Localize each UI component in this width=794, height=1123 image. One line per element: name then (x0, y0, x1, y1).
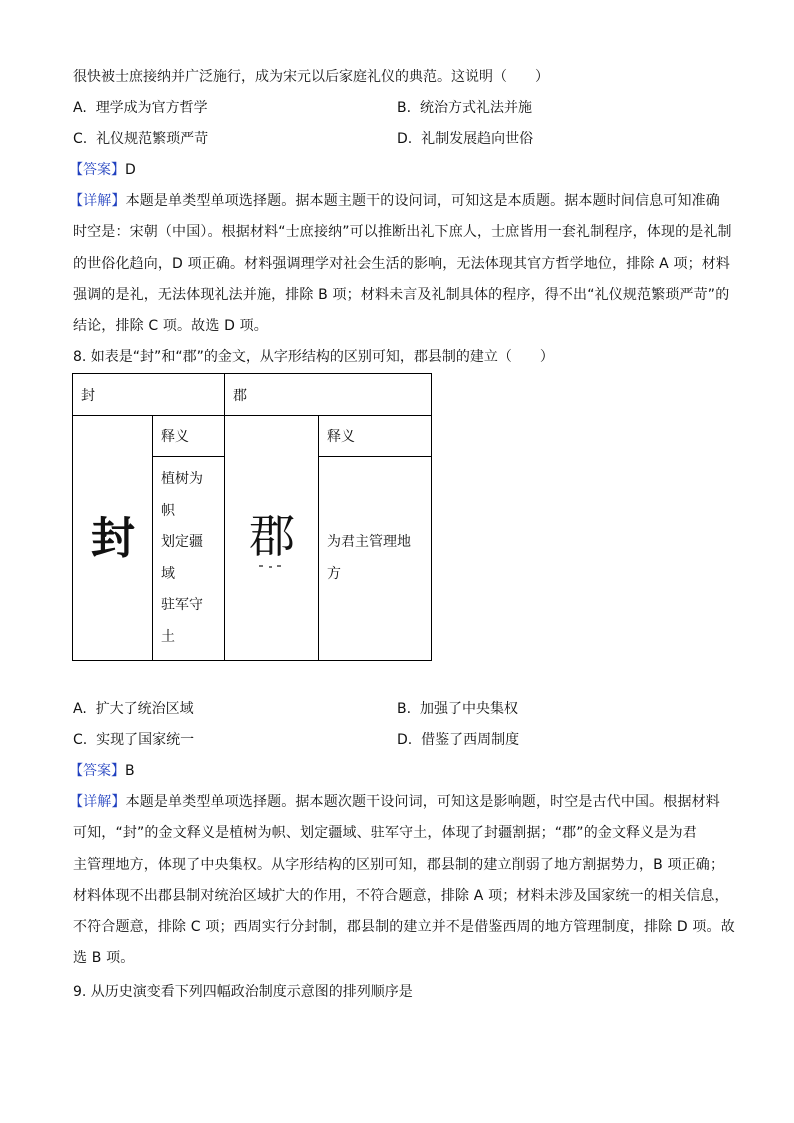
jun-glyph-cell (225, 416, 319, 661)
q8-option-b: B. 加强了中央集权 (397, 701, 518, 717)
jun-meaning-cell: 为君主管理地 方 (319, 457, 432, 661)
q7-option-b: B. 统治方式礼法并施 (397, 100, 532, 116)
q7-option-d: D. 礼制发展趋向世俗 (397, 131, 534, 147)
q8-option-c: C. 实现了国家统一 (73, 732, 195, 748)
q8-table (72, 373, 432, 661)
q8-stem: 8. 如表是“封”和“郡”的金文，从字形结构的区别可知，郡县制的建立（ ） (73, 349, 554, 365)
q7-answer-label: 【答案】 (69, 162, 125, 178)
q7-answer-value: D (125, 162, 136, 178)
svg-text:封: 封 (90, 513, 135, 564)
q7-option-c: C. 礼仪规范繁琐严苛 (73, 131, 209, 147)
table-header-jun: 郡 (225, 374, 432, 416)
q8-answer-label: 【答案】 (69, 763, 125, 779)
q8-answer (69, 761, 135, 781)
q9-stem: 9. 从历史演变看下列四幅政治制度示意图的排列顺序是 (73, 984, 413, 1000)
jun-meaning-header: 释义 (319, 416, 432, 457)
q7-stem-tail: 很快被士庶接纳并广泛施行，成为宋元以后家庭礼仪的典范。这说明（ ） (73, 69, 549, 85)
q7-answer (69, 160, 136, 180)
feng-bronze-glyph (83, 501, 143, 571)
q8-detail: 【详解】本题是单类型单项选择题。据本题次题干设问词，可知这是影响题，时空是古代中国。根据材料 可知，“封”的金文释义是植树为帜、划定疆域、驻军守土，体现了封疆割据；“郡”的金文释义是为君 主管理地方，体现了中央集权。从字形结构的区别可知，郡县制的建立削弱了地方割据势力，B 项正确； 材料体现不出郡县制对统治区域扩大的作用，不符合题意，排除 A 项；材料未涉及国家统一的相关信息， 不符合题意，排除 C 项；西周实行分封制，郡县制的建立并不是借鉴西周的地方管理制度，排除 D 项。故 选 B 项。 (69, 794, 735, 967)
q8-option-d: D. 借鉴了西周制度 (397, 732, 520, 748)
q8-detail-label: 【详解】 (69, 794, 126, 810)
q7-detail-label: 【详解】 (69, 193, 126, 209)
feng-glyph-cell (73, 416, 153, 661)
q8-answer-value: B (125, 763, 135, 779)
q7-detail: 【详解】本题是单类型单项选择题。据本题主题干的设问词，可知这是本质题。据本题时间信息可知准确 时空是：宋朝（中国）。根据材料“士庶接纳”可以推断出礼下庶人，士庶皆用一套礼制程序，体现的是礼制 的世俗化趋向，D 项正确。材料强调理学对社会生活的影响，无法体现其官方哲学地位，排除 A 项；材料 强调的是礼，无法体现礼法并施，排除 B 项；材料未言及礼制具体的程序，得不出“礼仪规范繁琐严苛”的 结论，排除 C 项。故选 D 项。 (69, 193, 732, 335)
feng-meaning-header: 释义 (153, 416, 225, 457)
feng-meaning-cell: 植树为 帜 划定疆 域 驻军守 土 (153, 457, 225, 661)
q7-option-a: A. 理学成为官方哲学 (73, 100, 208, 116)
svg-text:郡: 郡 (248, 509, 295, 563)
jun-bronze-glyph (237, 496, 307, 576)
table-header-feng: 封 (73, 374, 225, 416)
q8-option-a: A. 扩大了统治区域 (73, 701, 194, 717)
